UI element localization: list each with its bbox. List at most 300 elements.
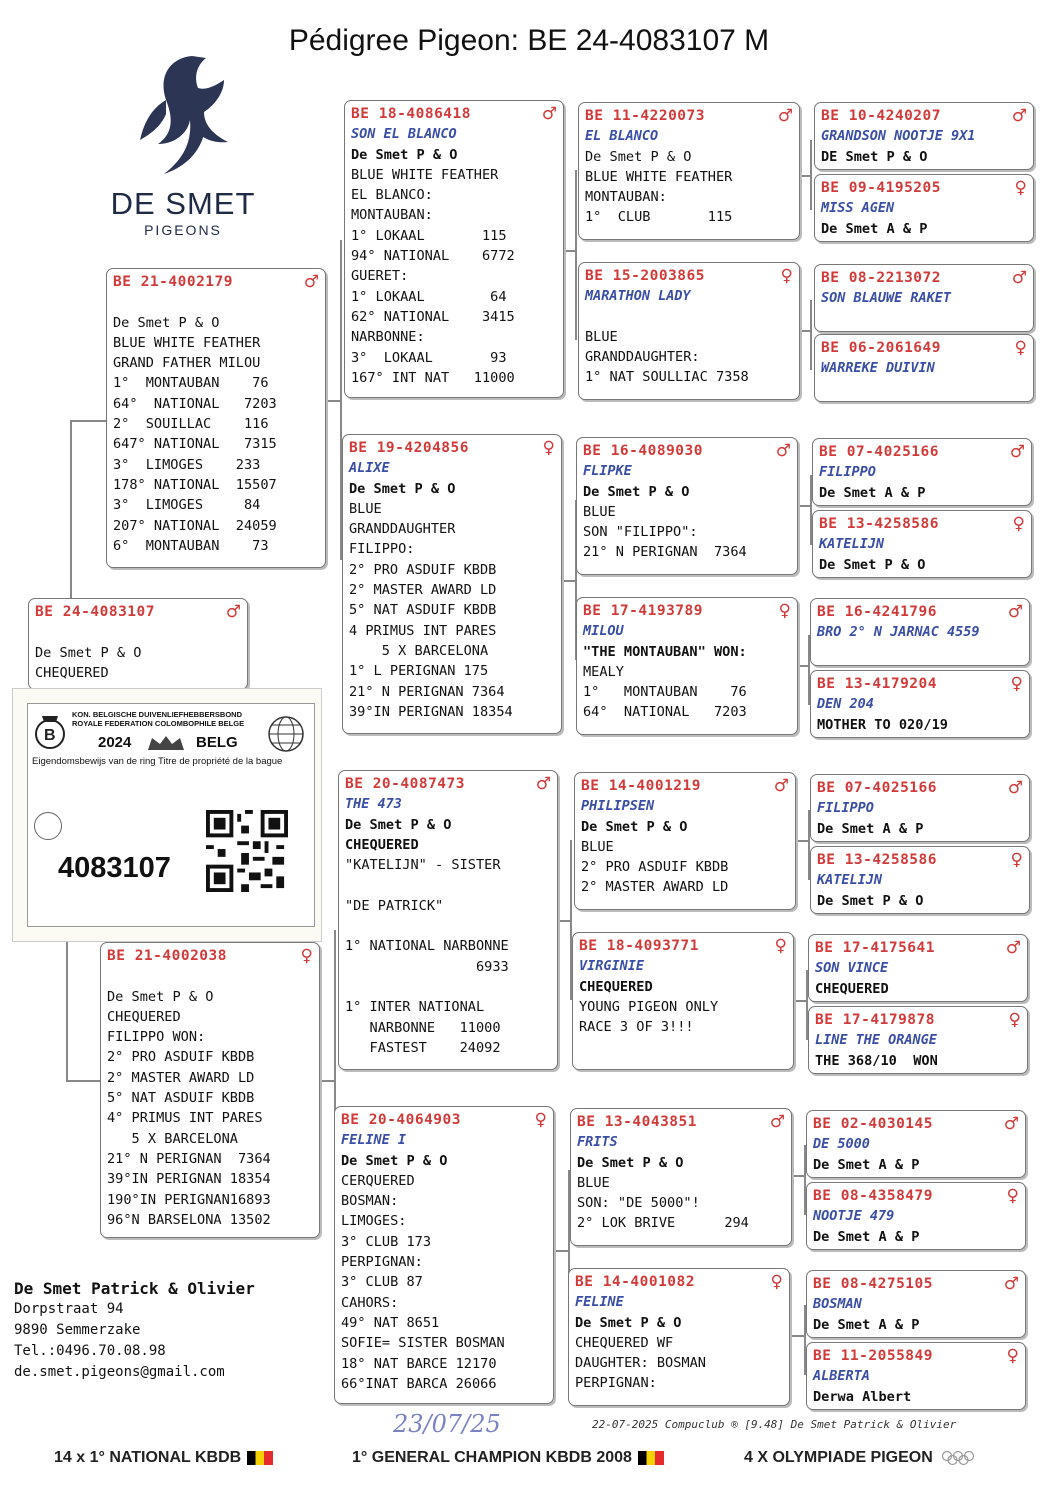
ring-number: BE 24-4083107: [35, 604, 155, 620]
pigeon-header: [577, 1112, 785, 1132]
pigeon-name: FILIPPO: [817, 800, 874, 817]
card-title: Eigendomsbewijs van de ring Titre de propriété de la bague: [32, 756, 283, 767]
owner-street: Dorpstraat 94: [14, 1301, 124, 1317]
pigeon-info-line: De Smet P & O: [583, 483, 690, 500]
pigeon-name: ALBERTA: [813, 1368, 870, 1385]
pigeon-info-line: 190°IN PERIGNAN16893: [107, 1191, 271, 1208]
owner-info: [14, 1278, 314, 1383]
female-symbol-icon: ♀: [300, 946, 313, 966]
pigeon-info-line: 647° NATIONAL 7315: [113, 436, 277, 453]
pigeon-info-line: 2° MASTER AWARD LD: [581, 879, 729, 896]
logo-name: DE SMET: [110, 186, 256, 221]
pigeon-name: DE 5000: [813, 1136, 870, 1153]
ring-number: BE 07-4025166: [819, 444, 939, 460]
pigeon-info-line: 2° MASTER AWARD LD: [107, 1069, 255, 1086]
pigeon-info-line: BLUE: [581, 838, 614, 855]
pigeon-name: EL BLANCO: [585, 128, 659, 145]
pigeon-box-father: [106, 268, 326, 568]
card-header-line-2: ROYALE FEDERATION COLOMBOPHILE BELGE: [72, 719, 245, 728]
pigeon-info-line: [35, 622, 241, 642]
ring-number: BE 21-4002179: [113, 274, 233, 290]
pigeon-info-line: De Smet A & P: [813, 1156, 920, 1173]
owner-email: de.smet.pigeons@gmail.com: [14, 1364, 225, 1380]
pigeon-info-line: 21° N PERIGNAN 7364: [107, 1150, 271, 1167]
pigeon-info-line: 39°IN PERIGNAN 18354: [349, 703, 513, 720]
pigeon-header: [821, 178, 1027, 198]
pigeon-name: FELINE: [575, 1294, 624, 1311]
pigeon-box-ffm: [578, 262, 800, 400]
pigeon-info-line: "THE MONTAUBAN" WON:: [583, 643, 747, 660]
pigeon-info-line: MONTAUBAN:: [351, 207, 433, 224]
pigeon-info-line: 1° LOKAAL 64: [351, 288, 507, 305]
pigeon-header: [113, 272, 319, 292]
pigeon-info-line: 5 X BARCELONA: [349, 642, 489, 659]
page-title: Pédigree Pigeon: BE 24-4083107 M: [288, 24, 770, 57]
pigeon-info-line: Derwa Albert: [813, 1388, 912, 1405]
pigeon-info-line: 1° MONTAUBAN 76: [583, 684, 747, 701]
pigeon-name: KATELIJN: [817, 872, 883, 889]
pigeon-header: [583, 441, 791, 461]
pigeon-info-line: 21° N PERIGNAN 7364: [583, 544, 747, 561]
pigeon-info-line: MONTAUBAN:: [585, 189, 667, 206]
pigeon-info-line: 39°IN PERIGNAN 18354: [107, 1171, 271, 1188]
ring-number: BE 08-4275105: [813, 1276, 933, 1292]
belgium-flag-icon: [247, 1451, 273, 1465]
pigeon-info-line: 3° LIMOGES 84: [113, 497, 261, 514]
pigeon-name: MISS AGEN: [821, 200, 895, 217]
pigeon-info-line: De Smet A & P: [819, 484, 926, 501]
pigeon-info-line: 4 PRIMUS INT PARES: [349, 622, 497, 639]
male-symbol-icon: ♂: [1007, 602, 1023, 622]
pigeon-header: [579, 936, 787, 956]
male-symbol-icon: ♂: [541, 104, 557, 124]
ring-number: BE 07-4025166: [817, 780, 937, 796]
ring-number: BE 13-4179204: [817, 676, 937, 692]
pigeon-info-line: 2° SOUILLAC 116: [113, 416, 269, 433]
pigeon-info-line: 2° LOK BRIVE 294: [577, 1215, 749, 1232]
pigeon-info-line: BLUE: [577, 1174, 610, 1191]
footer-general-champion-text: 1° GENERAL CHAMPION KBDB 2008: [352, 1449, 632, 1466]
pigeon-info-line: BLUE: [585, 328, 618, 345]
crown-icon: [144, 734, 188, 754]
pigeon-header: [585, 106, 793, 126]
pigeon-name: DEN 204: [817, 696, 874, 713]
pigeon-info-line: FILIPPO:: [349, 541, 415, 558]
pigeon-info-line: 2° PRO ASDUIF KBDB: [107, 1049, 255, 1066]
pigeon-name: KATELIJN: [819, 536, 885, 553]
pigeon-info-line: 1° LOKAAL 115: [351, 227, 507, 244]
owner-name: De Smet Patrick & Olivier: [14, 1279, 255, 1298]
female-symbol-icon: ♀: [1008, 1010, 1021, 1030]
pigeon-info-line: MEALY: [583, 663, 624, 680]
pigeon-info-line: 64° NATIONAL 7203: [583, 704, 747, 721]
pigeon-info-line: THE 368/10 WON: [815, 1052, 938, 1069]
pigeon-info-line: "KATELIJN" - SISTER: [345, 857, 501, 874]
pigeon-info-line: De Smet P & O: [341, 1152, 448, 1169]
pigeon-info-line: 21° N PERIGNAN 7364: [349, 683, 505, 700]
pigeon-header: [575, 1272, 783, 1292]
pigeon-info-line: 178° NATIONAL 15507: [113, 476, 277, 493]
pigeon-info-line: De Smet P & O: [585, 148, 692, 165]
pigeon-info-line: 5° NAT ASDUIF KBDB: [107, 1090, 255, 1107]
female-symbol-icon: ♀: [770, 1272, 783, 1292]
pigeon-info-line: 3° LIMOGES 233: [113, 456, 261, 473]
pigeon-info-line: De Smet P & O: [575, 1314, 682, 1331]
pigeon-info-line: BLUE WHITE FEATHER: [113, 334, 261, 351]
pigeon-header: [351, 104, 557, 124]
pigeon-info-line: CHEQUERED: [345, 836, 419, 853]
pigeon-header: [813, 1114, 1019, 1134]
pigeon-box-g16: [806, 1342, 1026, 1410]
male-symbol-icon: ♂: [769, 1112, 785, 1132]
pigeon-header: [817, 602, 1023, 622]
pigeon-info-line: PERPIGNAN:: [575, 1375, 657, 1392]
pigeon-header: [813, 1346, 1019, 1366]
pigeon-info-line: YOUNG PIGEON ONLY: [579, 998, 719, 1015]
pigeon-info-line: DAUGHTER: BOSMAN: [575, 1355, 706, 1372]
owner-city: 9890 Semmerzake: [14, 1322, 141, 1338]
male-symbol-icon: ♂: [1011, 106, 1027, 126]
card-country: BELG: [196, 734, 238, 751]
pigeon-info-line: 5° NAT ASDUIF KBDB: [349, 602, 497, 619]
male-symbol-icon: ♂: [303, 272, 319, 292]
ring-number: BE 09-4195205: [821, 180, 941, 196]
pigeon-info-line: De Smet P & O: [345, 816, 452, 833]
male-symbol-icon: ♂: [1003, 1274, 1019, 1294]
belgium-flag-icon: [638, 1451, 664, 1465]
ring-number: BE 06-2061649: [821, 340, 941, 356]
pigeon-name: MILOU: [583, 623, 624, 640]
pigeon-header: [821, 338, 1027, 358]
owner-phone: Tel.:0496.70.08.98: [14, 1343, 166, 1359]
pigeon-info-line: DE Smet P & O: [821, 148, 928, 165]
pigeon-name: FILIPPO: [819, 464, 876, 481]
pigeon-box-mf: [338, 770, 558, 1070]
pigeon-info-line: MOTHER TO 020/19: [817, 716, 948, 733]
ring-number: BE 17-4175641: [815, 940, 935, 956]
pigeon-name: MARATHON LADY: [585, 288, 691, 305]
pigeon-name: FRITS: [577, 1134, 618, 1151]
pigeon-name: SON EL BLANCO: [351, 126, 457, 143]
footer-olympiade: [744, 1449, 975, 1467]
pigeon-box-g4: [814, 334, 1034, 402]
ring-number: BE 14-4001082: [575, 1274, 695, 1290]
female-symbol-icon: ♀: [542, 438, 555, 458]
female-symbol-icon: ♀: [1006, 1186, 1019, 1206]
pigeon-info-line: RACE 3 OF 3!!!: [579, 1019, 694, 1036]
logo-sub: PIGEONS: [144, 222, 222, 238]
federation-logo-icon: [32, 710, 68, 754]
footer-olympiade-text: 4 X OLYMPIADE PIGEON: [744, 1449, 933, 1466]
pigeon-info-line: NARBONNE 11000: [345, 1019, 501, 1036]
pigeon-info-line: 94° NATIONAL 6772: [351, 248, 515, 265]
pigeon-info-line: [113, 292, 319, 312]
male-symbol-icon: ♂: [777, 106, 793, 126]
pigeon-info-line: GRAND FATHER MILOU: [113, 355, 261, 372]
ring-number: BE 13-4258586: [819, 516, 939, 532]
pigeon-box-g2: [814, 174, 1034, 242]
male-symbol-icon: ♂: [535, 774, 551, 794]
male-symbol-icon: ♂: [1003, 1114, 1019, 1134]
pigeon-name: WARREKE DUIVIN: [821, 360, 935, 377]
pigeon-info-line: 62° NATIONAL 3415: [351, 308, 515, 325]
pigeon-info-line: 4° PRIMUS INT PARES: [107, 1110, 263, 1127]
pigeon-info-line: CHEQUERED WF: [575, 1334, 674, 1351]
pigeon-info-line: 1° MONTAUBAN 76: [113, 375, 269, 392]
pigeon-info-line: De Smet A & P: [817, 820, 924, 837]
pigeon-box-g9: [810, 774, 1030, 842]
ring-number: BE 11-4220073: [585, 108, 705, 124]
ring-number: BE 18-4086418: [351, 106, 471, 122]
pigeon-info-line: De Smet A & P: [813, 1316, 920, 1333]
pigeon-info-line: De Smet P & O: [577, 1154, 684, 1171]
pigeon-info-line: De Smet A & P: [821, 220, 928, 237]
pigeon-info-line: 96°N BARSELONA 13502: [107, 1211, 271, 1228]
pigeon-info-line: 49° NAT 8651: [341, 1314, 440, 1331]
pigeon-info-line: 3° CLUB 87: [341, 1274, 423, 1291]
pigeon-info-line: [345, 875, 551, 895]
pigeon-header: [585, 266, 793, 286]
pigeon-header: [813, 1186, 1019, 1206]
pigeon-header: [107, 946, 313, 966]
pigeon-info-line: 6° MONTAUBAN 73: [113, 537, 269, 554]
pigeon-info-line: PERPIGNAN:: [341, 1254, 423, 1271]
card-year: 2024: [98, 734, 132, 751]
ring-number: BE 16-4241796: [817, 604, 937, 620]
pigeon-box-g14: [806, 1182, 1026, 1250]
pigeon-box-g6: [812, 510, 1032, 578]
pigeon-box-g13: [806, 1110, 1026, 1178]
olympic-rings-icon: [941, 1450, 975, 1466]
pigeon-name: THE 473: [345, 796, 402, 813]
pigeon-info-line: [345, 977, 551, 997]
pigeon-name: PHILIPSEN: [581, 798, 655, 815]
ring-number: BE 19-4204856: [349, 440, 469, 456]
pigeon-info-line: GRANDDAUGHTER:: [585, 349, 700, 366]
ring-number: BE 15-2003865: [585, 268, 705, 284]
male-symbol-icon: ♂: [1009, 442, 1025, 462]
pigeon-name: NOOTJE 479: [813, 1208, 895, 1225]
pigeon-header: [815, 938, 1021, 958]
pigeon-header: [35, 602, 241, 622]
female-symbol-icon: ♀: [780, 266, 793, 286]
pigeon-info-line: NARBONNE:: [351, 329, 425, 346]
pigeon-info-line: 2° MASTER AWARD LD: [349, 582, 497, 599]
footer-national-wins: [54, 1449, 273, 1467]
pigeon-info-line: 18° NAT BARCE 12170: [341, 1355, 497, 1372]
pigeon-info-line: [585, 307, 793, 327]
pigeon-name: BRO 2° N JARNAC 4559: [817, 624, 980, 641]
pigeon-info-line: "DE PATRICK": [345, 897, 444, 914]
pigeon-name: BOSMAN: [813, 1296, 862, 1313]
male-symbol-icon: ♂: [773, 776, 789, 796]
female-symbol-icon: ♀: [1014, 338, 1027, 358]
pigeon-header: [813, 1274, 1019, 1294]
pigeon-info-line: De Smet P & O: [819, 556, 926, 573]
pigeon-info-line: 5 X BARCELONA: [107, 1130, 238, 1147]
pigeon-box-g10: [810, 846, 1030, 914]
pigeon-info-line: 6933: [345, 958, 509, 975]
pigeon-box-fm: [342, 434, 562, 734]
ring-number: BE 17-4193789: [583, 603, 703, 619]
pigeon-info-line: 167° INT NAT 11000: [351, 369, 515, 386]
pigeon-info-line: BLUE WHITE FEATHER: [351, 166, 499, 183]
pigeon-info-line: 3° LOKAAL 93: [351, 349, 507, 366]
female-symbol-icon: ♀: [1014, 178, 1027, 198]
pigeon-info-line: De Smet P & O: [817, 892, 924, 909]
male-symbol-icon: ♂: [1011, 268, 1027, 288]
pigeon-info-line: 2° PRO ASDUIF KBDB: [349, 561, 497, 578]
footer-national-wins-text: 14 x 1° NATIONAL KBDB: [54, 1449, 242, 1466]
pigeon-info-line: 1° CLUB 115: [585, 209, 733, 226]
card-header-line-1: KON. BELGISCHE DUIVENLIEFHEBBERSBOND: [72, 710, 243, 719]
pigeon-info-line: FASTEST 24092: [345, 1039, 501, 1056]
ring-number: BE 11-2055849: [813, 1348, 933, 1364]
print-footer-line: 22-07-2025 Compuclub ® [9.48] De Smet Patrick & Olivier: [592, 1418, 957, 1431]
pigeon-header: [817, 778, 1023, 798]
pigeon-box-ff: [344, 100, 564, 398]
ring-number: BE 13-4043851: [577, 1114, 697, 1130]
pigeon-box-mfm: [572, 932, 794, 1070]
ring-number: BE 08-4358479: [813, 1188, 933, 1204]
male-symbol-icon: ♂: [1007, 778, 1023, 798]
pigeon-box-g3: [814, 264, 1034, 332]
qr-code-icon: [206, 810, 288, 892]
pigeon-info-line: CHEQUERED: [815, 980, 889, 997]
ring-ownership-card: [12, 688, 322, 942]
ring-number: BE 16-4089030: [583, 443, 703, 459]
pigeon-info-line: De Smet P & O: [349, 480, 456, 497]
footer-general-champion: [352, 1449, 664, 1467]
pigeon-info-line: [107, 966, 313, 986]
female-symbol-icon: ♀: [1006, 1346, 1019, 1366]
pigeon-info-line: 1° NATIONAL NARBONNE: [345, 938, 509, 955]
pigeon-name: ALIXE: [349, 460, 390, 477]
pigeon-info-line: FILIPPO WON:: [107, 1029, 206, 1046]
pigeon-info-line: 64° NATIONAL 7203: [113, 395, 277, 412]
pigeon-info-line: De Smet P & O: [107, 988, 214, 1005]
svg-text:B: B: [44, 727, 56, 744]
pigeon-info-line: BOSMAN:: [341, 1193, 399, 1210]
pigeon-box-mff: [574, 772, 796, 910]
pigeon-info-line: CHEQUERED: [35, 664, 109, 681]
pigeon-header: [817, 674, 1023, 694]
pigeon-box-g7: [810, 598, 1030, 666]
pigeon-box-fmm: [576, 597, 798, 735]
pigeon-info-line: CAHORS:: [341, 1294, 399, 1311]
pigeon-name: SON BLAUWE RAKET: [821, 290, 952, 307]
pigeon-info-line: 1° L PERIGNAN 175: [349, 663, 489, 680]
ring-number: BE 20-4087473: [345, 776, 465, 792]
pigeon-box-mm: [334, 1106, 554, 1404]
pigeon-info-line: 3° CLUB 173: [341, 1233, 432, 1250]
ring-number: BE 14-4001219: [581, 778, 701, 794]
ring-number: BE 13-4258586: [817, 852, 937, 868]
pigeon-info-line: 2° PRO ASDUIF KBDB: [581, 859, 729, 876]
pigeon-box-g12: [808, 1006, 1028, 1074]
female-symbol-icon: ♀: [534, 1110, 547, 1130]
globe-icon: [264, 714, 308, 754]
pigeon-info-line: BLUE: [349, 500, 382, 517]
pigeon-info-line: CERQUERED: [341, 1172, 415, 1189]
pigeon-info-line: CHEQUERED: [579, 978, 653, 995]
pigeon-info-line: BLUE: [583, 503, 616, 520]
female-symbol-icon: ♀: [1012, 514, 1025, 534]
pigeon-info-line: SOFIE= SISTER BOSMAN: [341, 1335, 505, 1352]
pigeon-info-line: De Smet P & O: [35, 644, 142, 661]
ring-number: BE 18-4093771: [579, 938, 699, 954]
pigeon-header: [817, 850, 1023, 870]
ring-number: BE 17-4179878: [815, 1012, 935, 1028]
pigeon-name: SON VINCE: [815, 960, 889, 977]
pigeon-info-line: 66°INAT BARCA 26066: [341, 1375, 497, 1392]
ring-number: BE 20-4064903: [341, 1112, 461, 1128]
male-symbol-icon: ♂: [1005, 938, 1021, 958]
pigeon-info-line: SON: "DE 5000"!: [577, 1195, 700, 1212]
pigeon-header: [583, 601, 791, 621]
ring-number: BE 21-4002038: [107, 948, 227, 964]
female-symbol-icon: ♀: [774, 936, 787, 956]
pigeon-box-mmf: [570, 1108, 792, 1246]
pigeon-box-g8: [810, 670, 1030, 738]
card-punch-hole: [34, 812, 62, 840]
pigeon-info-line: De Smet P & O: [581, 818, 688, 835]
pigeon-header: [581, 776, 789, 796]
pigeon-info-line: 1° INTER NATIONAL: [345, 999, 485, 1016]
pigeon-info-line: 1° NAT SOULLIAC 7358: [585, 369, 749, 386]
pigeon-box-g1: [814, 102, 1034, 170]
pigeon-name: GRANDSON NOOTJE 9X1: [821, 128, 976, 145]
female-symbol-icon: ♀: [1010, 674, 1023, 694]
card-ring-number: 4083107: [58, 852, 171, 884]
pigeon-info-line: GUERET:: [351, 268, 409, 285]
pigeon-info-line: GRANDDAUGHTER: [349, 521, 456, 538]
card-header: [72, 710, 244, 728]
pigeon-header: [345, 774, 551, 794]
pigeon-box-g15: [806, 1270, 1026, 1338]
pigeon-header: [341, 1110, 547, 1130]
male-symbol-icon: ♂: [775, 441, 791, 461]
pigeon-name: FELINE I: [341, 1132, 407, 1149]
pigeon-info-line: 207° NATIONAL 24059: [113, 517, 277, 534]
pigeon-box-fmf: [576, 437, 798, 575]
pigeon-box-mmm: [568, 1268, 790, 1406]
pigeon-box-g5: [812, 438, 1032, 506]
pigeon-header: [819, 442, 1025, 462]
ring-number: BE 08-2213072: [821, 270, 941, 286]
pigeon-info-line: EL BLANCO:: [351, 187, 433, 204]
pigeon-info-line: De Smet A & P: [813, 1228, 920, 1245]
pigeon-info-line: LIMOGES:: [341, 1213, 407, 1230]
pigeon-info-line: BLUE WHITE FEATHER: [585, 168, 733, 185]
pigeon-box-main: [28, 598, 248, 690]
logo-text: [108, 186, 258, 238]
pigeon-box-g11: [808, 934, 1028, 1002]
pigeon-name: LINE THE ORANGE: [815, 1032, 937, 1049]
pigeon-name: VIRGINIE: [579, 958, 645, 975]
pigeon-header: [821, 268, 1027, 288]
pigeon-box-mother: [100, 942, 320, 1238]
female-symbol-icon: ♀: [778, 601, 791, 621]
male-symbol-icon: ♂: [225, 602, 241, 622]
handwritten-date: 23/07/25: [393, 1410, 501, 1438]
pigeon-header: [349, 438, 555, 458]
ring-number: BE 02-4030145: [813, 1116, 933, 1132]
pigeon-header: [821, 106, 1027, 126]
pigeon-info-line: SON "FILIPPO":: [583, 524, 698, 541]
pigeon-header: [815, 1010, 1021, 1030]
ring-number: BE 10-4240207: [821, 108, 941, 124]
